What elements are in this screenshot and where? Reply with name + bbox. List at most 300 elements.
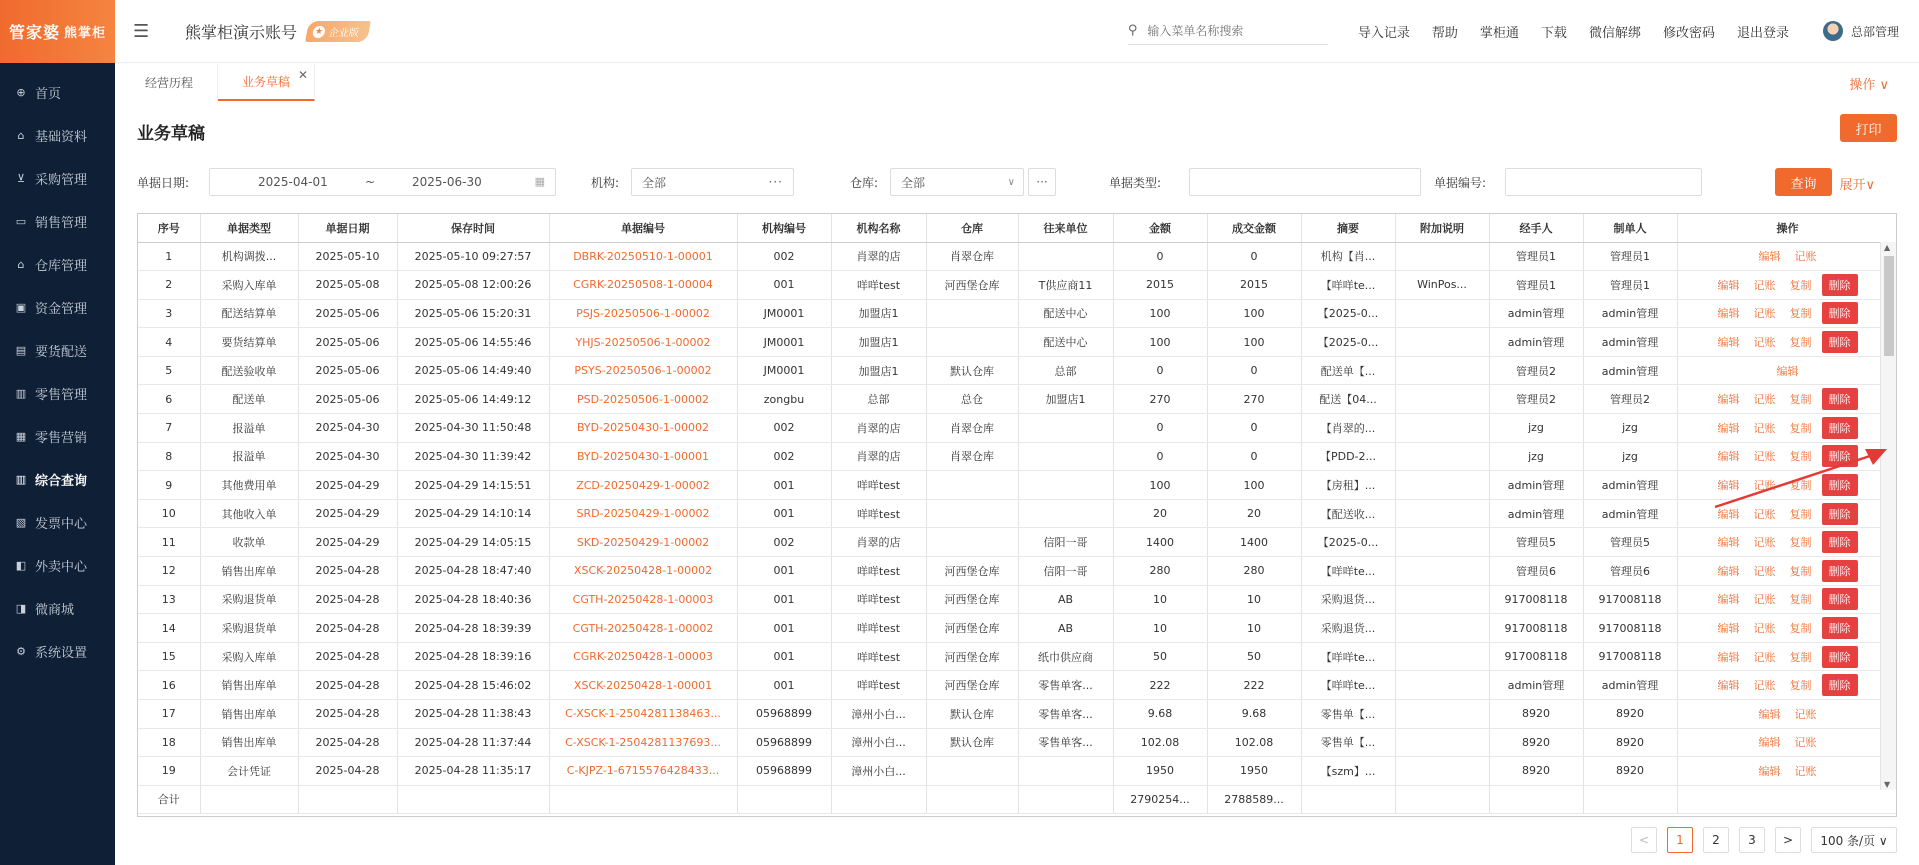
table-row xyxy=(138,471,1897,500)
cell-org-name: 咩咩test xyxy=(831,471,926,500)
sum-label: 合计 xyxy=(138,785,200,813)
cell-deal: 270 xyxy=(1207,385,1301,414)
cell-no: 12 xyxy=(138,557,200,586)
cell-no: 19 xyxy=(138,757,200,786)
cell-saved: 2025-04-28 11:35:17 xyxy=(397,757,549,786)
cell-maker: 917008118 xyxy=(1583,614,1677,643)
cell-actions xyxy=(1677,356,1897,385)
post-button[interactable]: 记账 xyxy=(1794,707,1817,721)
close-icon[interactable]: ✕ xyxy=(297,68,309,82)
table-row xyxy=(138,614,1897,643)
cell-maker: 管理员6 xyxy=(1583,557,1677,586)
cell-no: 9 xyxy=(138,471,200,500)
cell-actions xyxy=(1677,271,1897,300)
cell-deal: 10 xyxy=(1207,585,1301,614)
sidebar-item-4[interactable] xyxy=(0,243,115,286)
cell-org-name: 肖翠的店 xyxy=(831,442,926,471)
cell-note xyxy=(1395,385,1489,414)
warehouse-value: 全部 xyxy=(901,175,926,190)
cell-org-name: 加盟店1 xyxy=(831,299,926,328)
cell-partner xyxy=(1018,471,1113,500)
cell-date: 2025-05-08 xyxy=(298,271,397,300)
brand-name: 管家婆 xyxy=(8,23,60,42)
query-icon: ▥ xyxy=(15,473,27,486)
copy-button[interactable]: 复制 xyxy=(1789,536,1812,550)
cell-handler: jzg xyxy=(1489,414,1583,443)
table-row xyxy=(138,499,1897,528)
delete-button[interactable]: 删除 xyxy=(1822,560,1858,582)
cell-wh: 肖翠仓库 xyxy=(926,442,1018,471)
cell-code[interactable]: C-XSCK-1-2504281138463... xyxy=(549,700,737,729)
cell-actions xyxy=(1677,557,1897,586)
cell-amount: 270 xyxy=(1113,385,1207,414)
cell-code[interactable]: XSCK-20250428-1-00002 xyxy=(549,557,737,586)
date-label: 单据日期: xyxy=(137,176,190,190)
table-row xyxy=(138,356,1897,385)
cell-code[interactable]: CGTH-20250428-1-00002 xyxy=(549,614,737,643)
query-button[interactable]: 查询 xyxy=(1775,168,1832,196)
post-button[interactable]: 记账 xyxy=(1794,736,1817,750)
edit-button[interactable]: 编辑 xyxy=(1717,450,1740,464)
column-header: 机构名称 xyxy=(831,214,926,242)
sidebar-item-12[interactable] xyxy=(0,587,115,630)
cell-deal: 1950 xyxy=(1207,757,1301,786)
post-button[interactable]: 记账 xyxy=(1794,764,1817,778)
header-link-4[interactable]: 微信解绑 xyxy=(1588,25,1641,41)
print-button[interactable]: 打印 xyxy=(1840,114,1897,142)
cell-code[interactable]: CGRK-20250508-1-00004 xyxy=(549,271,737,300)
cell-amount: 0 xyxy=(1113,442,1207,471)
marketing-icon: ▦ xyxy=(15,430,27,443)
cell-note xyxy=(1395,557,1489,586)
cell-date: 2025-05-06 xyxy=(298,299,397,328)
post-button[interactable]: 记账 xyxy=(1753,421,1776,435)
cell-type: 收款单 xyxy=(200,528,298,557)
date-from: 2025-04-01 xyxy=(258,175,328,189)
header-link-2[interactable]: 掌柜通 xyxy=(1479,25,1519,41)
cell-wh xyxy=(926,299,1018,328)
delete-button[interactable]: 删除 xyxy=(1822,531,1858,553)
operations-dropdown[interactable]: 操作 ∨ xyxy=(1849,78,1889,93)
cell-type: 配送单 xyxy=(200,385,298,414)
table-row xyxy=(138,414,1897,443)
cell-org-no: JM0001 xyxy=(737,299,831,328)
post-button[interactable]: 记账 xyxy=(1753,336,1776,350)
cell-code[interactable]: PSJS-20250506-1-00002 xyxy=(549,299,737,328)
cell-wh: 肖翠仓库 xyxy=(926,414,1018,443)
sum-cell xyxy=(1677,785,1897,813)
cell-actions xyxy=(1677,585,1897,614)
cell-summary: 【咩咩te... xyxy=(1301,557,1395,586)
header-link-3[interactable]: 下载 xyxy=(1540,25,1567,41)
cell-type: 销售出库单 xyxy=(200,671,298,700)
table-row xyxy=(138,299,1897,328)
sidebar-item-11[interactable] xyxy=(0,544,115,587)
shop-icon: ◨ xyxy=(15,602,27,615)
column-header: 操作 xyxy=(1677,214,1897,242)
edit-button[interactable]: 编辑 xyxy=(1717,564,1740,578)
cell-maker: jzg xyxy=(1583,414,1677,443)
delete-button[interactable]: 删除 xyxy=(1822,646,1858,668)
prev-page-button[interactable]: < xyxy=(1631,827,1657,853)
cell-type: 销售出库单 xyxy=(200,557,298,586)
cell-saved: 2025-05-06 14:49:40 xyxy=(397,356,549,385)
delete-button[interactable]: 删除 xyxy=(1822,445,1858,467)
table-row xyxy=(138,700,1897,729)
page-tabs xyxy=(115,63,1919,101)
cell-handler: 8920 xyxy=(1489,757,1583,786)
chart-icon: ▥ xyxy=(15,387,27,400)
warehouse-select[interactable] xyxy=(890,168,1024,196)
copy-button[interactable]: 复制 xyxy=(1789,421,1812,435)
sum-cell xyxy=(1018,785,1113,813)
cell-code[interactable]: BYD-20250430-1-00002 xyxy=(549,414,737,443)
tab-drafts[interactable] xyxy=(218,64,315,101)
copy-button[interactable]: 复制 xyxy=(1789,393,1812,407)
cell-summary: 【szm】... xyxy=(1301,757,1395,786)
cell-amount: 1400 xyxy=(1113,528,1207,557)
cell-note xyxy=(1395,328,1489,357)
cell-partner: 配送中心 xyxy=(1018,299,1113,328)
cell-amount: 2015 xyxy=(1113,271,1207,300)
cell-date: 2025-04-29 xyxy=(298,471,397,500)
doc-type-field[interactable] xyxy=(1189,168,1421,196)
post-button[interactable]: 记账 xyxy=(1753,278,1776,292)
sales-icon: ▭ xyxy=(15,215,27,228)
cell-saved: 2025-04-28 18:39:16 xyxy=(397,642,549,671)
cell-no: 14 xyxy=(138,614,200,643)
cell-note xyxy=(1395,728,1489,757)
cell-code[interactable]: ZCD-20250429-1-00002 xyxy=(549,471,737,500)
sidebar-item-label: 资金管理 xyxy=(35,302,88,317)
cell-wh: 默认仓库 xyxy=(926,700,1018,729)
post-button[interactable]: 记账 xyxy=(1753,622,1776,636)
cell-amount: 100 xyxy=(1113,328,1207,357)
edit-button[interactable]: 编辑 xyxy=(1717,536,1740,550)
cell-date: 2025-05-06 xyxy=(298,385,397,414)
drafts-table xyxy=(137,213,1897,817)
page-button[interactable]: 3 xyxy=(1739,827,1765,853)
doc-no-field[interactable] xyxy=(1505,168,1702,196)
cell-org-no: 001 xyxy=(737,614,831,643)
scroll-down-icon[interactable]: ▼ xyxy=(1884,780,1891,789)
cell-no: 3 xyxy=(138,299,200,328)
cell-amount: 10 xyxy=(1113,585,1207,614)
edit-button[interactable]: 编辑 xyxy=(1717,278,1740,292)
sidebar-item-7[interactable] xyxy=(0,372,115,415)
cell-deal: 50 xyxy=(1207,642,1301,671)
sidebar-item-1[interactable] xyxy=(0,114,115,157)
cell-type: 配送验收单 xyxy=(200,356,298,385)
cell-code[interactable]: SRD-20250429-1-00002 xyxy=(549,499,737,528)
cell-wh xyxy=(926,499,1018,528)
cell-org-name: 肖翠的店 xyxy=(831,528,926,557)
cell-partner xyxy=(1018,499,1113,528)
copy-button[interactable]: 复制 xyxy=(1789,307,1812,321)
page-size-select[interactable]: 100 条/页 ∨ xyxy=(1811,827,1897,853)
cell-summary: 【肖翠的... xyxy=(1301,414,1395,443)
cell-org-no: 002 xyxy=(737,528,831,557)
invoice-icon: ▧ xyxy=(15,516,27,529)
sum-cell xyxy=(926,785,1018,813)
edit-button[interactable]: 编辑 xyxy=(1758,764,1781,778)
cell-org-no: 05968899 xyxy=(737,757,831,786)
sum-cell xyxy=(1301,785,1395,813)
cell-org-name: 肖翠的店 xyxy=(831,242,926,271)
delete-button[interactable]: 删除 xyxy=(1822,503,1858,525)
column-header: 序号 xyxy=(138,214,200,242)
sidebar-item-0[interactable] xyxy=(0,71,115,114)
table-row xyxy=(138,671,1897,700)
post-button[interactable]: 记账 xyxy=(1753,393,1776,407)
cell-type: 采购入库单 xyxy=(200,642,298,671)
cell-wh: 默认仓库 xyxy=(926,356,1018,385)
edit-button[interactable]: 编辑 xyxy=(1758,250,1781,264)
cell-wh: 河西堡仓库 xyxy=(926,271,1018,300)
table-row xyxy=(138,557,1897,586)
post-button[interactable]: 记账 xyxy=(1753,307,1776,321)
delete-button[interactable]: 删除 xyxy=(1822,388,1858,410)
cell-maker: admin管理 xyxy=(1583,299,1677,328)
header-link-0[interactable]: 导入记录 xyxy=(1357,25,1410,41)
cell-type: 其他费用单 xyxy=(200,471,298,500)
cell-handler: 917008118 xyxy=(1489,585,1583,614)
copy-button[interactable]: 复制 xyxy=(1789,450,1812,464)
sidebar-item-6[interactable] xyxy=(0,329,115,372)
cell-code[interactable]: PSYS-20250506-1-00002 xyxy=(549,356,737,385)
cell-org-name: 肖翠的店 xyxy=(831,414,926,443)
tab-label: 业务草稿 xyxy=(242,75,291,89)
avatar xyxy=(1823,21,1843,41)
delete-button[interactable]: 删除 xyxy=(1822,474,1858,496)
copy-button[interactable]: 复制 xyxy=(1789,336,1812,350)
cell-saved: 2025-04-30 11:39:42 xyxy=(397,442,549,471)
sidebar-item-2[interactable] xyxy=(0,157,115,200)
cell-actions xyxy=(1677,614,1897,643)
sum-cell xyxy=(200,785,298,813)
header-links xyxy=(1358,22,1789,41)
cell-summary: 【咩咩te... xyxy=(1301,271,1395,300)
copy-button[interactable]: 复制 xyxy=(1789,622,1812,636)
cell-partner: 零售单客... xyxy=(1018,728,1113,757)
sidebar-item-3[interactable] xyxy=(0,200,115,243)
column-header: 单据日期 xyxy=(298,214,397,242)
post-button[interactable]: 记账 xyxy=(1753,593,1776,607)
cell-org-name: 漳州小白... xyxy=(831,757,926,786)
sidebar-item-8[interactable] xyxy=(0,415,115,458)
account-name: 熊掌柜演示账号 xyxy=(185,22,298,42)
edit-button[interactable]: 编辑 xyxy=(1717,650,1740,664)
cell-partner xyxy=(1018,242,1113,271)
cell-deal: 20 xyxy=(1207,499,1301,528)
cell-actions xyxy=(1677,671,1897,700)
globe-icon: ⊕ xyxy=(16,86,26,99)
delete-button[interactable]: 删除 xyxy=(1822,331,1858,353)
post-button[interactable]: 记账 xyxy=(1753,679,1776,693)
page-button[interactable]: 1 xyxy=(1667,827,1693,853)
edit-button[interactable]: 编辑 xyxy=(1717,393,1740,407)
user-menu[interactable] xyxy=(1823,21,1899,41)
header-link-6[interactable]: 退出登录 xyxy=(1736,25,1789,41)
cell-saved: 2025-05-06 14:49:12 xyxy=(397,385,549,414)
delete-button[interactable]: 删除 xyxy=(1822,617,1858,639)
scroll-up-icon[interactable]: ▲ xyxy=(1884,243,1891,252)
column-header: 单据类型 xyxy=(200,214,298,242)
cell-actions xyxy=(1677,242,1897,271)
edit-button[interactable]: 编辑 xyxy=(1758,707,1781,721)
cell-org-name: 加盟店1 xyxy=(831,328,926,357)
delete-button[interactable]: 删除 xyxy=(1822,274,1858,296)
cell-amount: 280 xyxy=(1113,557,1207,586)
copy-button[interactable]: 复制 xyxy=(1789,278,1812,292)
cell-summary: 采购退货... xyxy=(1301,614,1395,643)
cell-code[interactable]: PSD-20250506-1-00002 xyxy=(549,385,737,414)
brand-logo[interactable] xyxy=(0,0,115,63)
sidebar-item-label: 发票中心 xyxy=(35,517,88,532)
vertical-scrollbar[interactable] xyxy=(1880,242,1896,790)
cell-code[interactable]: DBRK-20250510-1-00001 xyxy=(549,242,737,271)
cell-type: 销售出库单 xyxy=(200,728,298,757)
cell-amount: 1950 xyxy=(1113,757,1207,786)
cell-type: 采购退货单 xyxy=(200,614,298,643)
cell-deal: 10 xyxy=(1207,614,1301,643)
edit-button[interactable]: 编辑 xyxy=(1717,421,1740,435)
edit-button[interactable]: 编辑 xyxy=(1717,593,1740,607)
cell-saved: 2025-04-29 14:15:51 xyxy=(397,471,549,500)
cell-date: 2025-04-28 xyxy=(298,671,397,700)
top-header xyxy=(115,0,1919,63)
cell-note xyxy=(1395,242,1489,271)
table-row xyxy=(138,728,1897,757)
sidebar-item-9[interactable] xyxy=(0,458,115,501)
cell-summary: 【2025-0... xyxy=(1301,528,1395,557)
cell-note xyxy=(1395,414,1489,443)
cell-date: 2025-05-10 xyxy=(298,242,397,271)
date-range-picker[interactable] xyxy=(209,168,556,196)
edit-button[interactable]: 编辑 xyxy=(1717,307,1740,321)
cell-org-name: 漳州小白... xyxy=(831,728,926,757)
sidebar-item-label: 销售管理 xyxy=(35,216,88,231)
column-header: 制单人 xyxy=(1583,214,1677,242)
edit-button[interactable]: 编辑 xyxy=(1717,479,1740,493)
edit-button[interactable]: 编辑 xyxy=(1717,336,1740,350)
cell-partner xyxy=(1018,757,1113,786)
expand-toggle[interactable]: 展开∨ xyxy=(1839,178,1875,193)
copy-button[interactable]: 复制 xyxy=(1789,650,1812,664)
cell-amount: 9.68 xyxy=(1113,700,1207,729)
sum-cell xyxy=(298,785,397,813)
header-link-1[interactable]: 帮助 xyxy=(1431,25,1458,41)
cell-code[interactable]: C-XSCK-1-2504281137693... xyxy=(549,728,737,757)
cell-org-no: zongbu xyxy=(737,385,831,414)
delivery-icon: ▤ xyxy=(15,344,27,357)
copy-button[interactable]: 复制 xyxy=(1789,507,1812,521)
cell-org-no: 002 xyxy=(737,242,831,271)
sidebar-item-5[interactable] xyxy=(0,286,115,329)
cell-handler: admin管理 xyxy=(1489,471,1583,500)
post-button[interactable]: 记账 xyxy=(1753,564,1776,578)
edit-button[interactable]: 编辑 xyxy=(1717,622,1740,636)
warehouse-more-button[interactable]: ··· xyxy=(1028,168,1056,196)
cell-type: 会计凭证 xyxy=(200,757,298,786)
post-button[interactable]: 记账 xyxy=(1753,450,1776,464)
org-select[interactable] xyxy=(631,168,794,196)
cell-code[interactable]: CGTH-20250428-1-00003 xyxy=(549,585,737,614)
cell-code[interactable]: SKD-20250429-1-00002 xyxy=(549,528,737,557)
next-page-button[interactable]: > xyxy=(1775,827,1801,853)
post-button[interactable]: 记账 xyxy=(1753,507,1776,521)
cell-saved: 2025-04-30 11:50:48 xyxy=(397,414,549,443)
edit-button[interactable]: 编辑 xyxy=(1717,679,1740,693)
edit-button[interactable]: 编辑 xyxy=(1776,364,1799,378)
sum-cell xyxy=(1489,785,1583,813)
scroll-thumb[interactable] xyxy=(1884,256,1894,356)
header-link-5[interactable]: 修改密码 xyxy=(1662,25,1715,41)
cell-code[interactable]: YHJS-20250506-1-00002 xyxy=(549,328,737,357)
copy-button[interactable]: 复制 xyxy=(1789,679,1812,693)
copy-button[interactable]: 复制 xyxy=(1789,479,1812,493)
page-button[interactable]: 2 xyxy=(1703,827,1729,853)
cell-summary: 【PDD-2... xyxy=(1301,442,1395,471)
more-icon: ··· xyxy=(768,175,783,189)
cell-handler: 917008118 xyxy=(1489,614,1583,643)
cell-code[interactable]: C-KJPZ-1-6715576428433... xyxy=(549,757,737,786)
tab-history[interactable] xyxy=(121,64,218,101)
table-row xyxy=(138,242,1897,271)
delete-button[interactable]: 删除 xyxy=(1822,674,1858,696)
copy-button[interactable]: 复制 xyxy=(1789,564,1812,578)
menu-toggle-icon[interactable]: ☰ xyxy=(133,20,150,42)
edit-button[interactable]: 编辑 xyxy=(1758,736,1781,750)
delete-button[interactable]: 删除 xyxy=(1822,588,1858,610)
cell-date: 2025-04-28 xyxy=(298,557,397,586)
cell-type: 配送结算单 xyxy=(200,299,298,328)
sum-cell xyxy=(549,785,737,813)
cell-no: 7 xyxy=(138,414,200,443)
cell-code[interactable]: BYD-20250430-1-00001 xyxy=(549,442,737,471)
cell-wh xyxy=(926,471,1018,500)
sum-cell xyxy=(1395,785,1489,813)
copy-button[interactable]: 复制 xyxy=(1789,593,1812,607)
edit-button[interactable]: 编辑 xyxy=(1717,507,1740,521)
cell-deal: 280 xyxy=(1207,557,1301,586)
cell-amount: 0 xyxy=(1113,356,1207,385)
cell-maker: 917008118 xyxy=(1583,585,1677,614)
cell-note xyxy=(1395,585,1489,614)
delete-button[interactable]: 删除 xyxy=(1822,417,1858,439)
cell-code[interactable]: XSCK-20250428-1-00001 xyxy=(549,671,737,700)
post-button[interactable]: 记账 xyxy=(1753,479,1776,493)
cell-handler: 管理员2 xyxy=(1489,356,1583,385)
cell-saved: 2025-04-28 18:39:39 xyxy=(397,614,549,643)
menu-search-input[interactable] xyxy=(1147,18,1317,44)
post-button[interactable]: 记账 xyxy=(1753,536,1776,550)
sum-deal: 2788589... xyxy=(1207,785,1301,813)
cell-org-name: 漳州小白... xyxy=(831,700,926,729)
cell-no: 1 xyxy=(138,242,200,271)
sidebar-item-10[interactable] xyxy=(0,501,115,544)
cell-partner: 纸巾供应商 xyxy=(1018,642,1113,671)
edition-badge xyxy=(305,21,371,42)
cell-type: 采购入库单 xyxy=(200,271,298,300)
post-button[interactable]: 记账 xyxy=(1753,650,1776,664)
cell-code[interactable]: CGRK-20250428-1-00003 xyxy=(549,642,737,671)
table-header xyxy=(138,214,1897,242)
post-button[interactable]: 记账 xyxy=(1794,250,1817,264)
sidebar-item-13[interactable] xyxy=(0,630,115,673)
delete-button[interactable]: 删除 xyxy=(1822,302,1858,324)
cell-org-name: 咩咩test xyxy=(831,557,926,586)
